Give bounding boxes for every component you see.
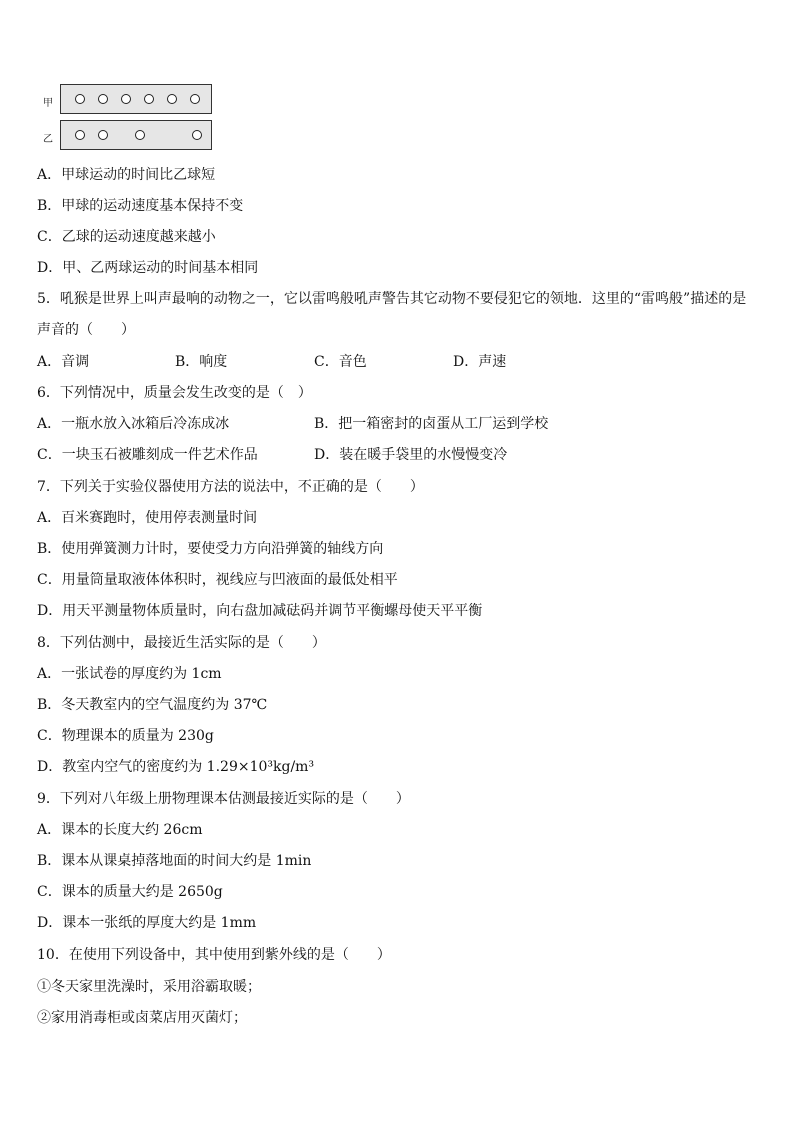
ball	[75, 94, 85, 104]
strip-yi-label: 乙	[43, 134, 53, 145]
q5-option-b: B．响度	[175, 354, 228, 370]
q4-option-d: D．甲、乙两球运动的时间基本相同	[37, 260, 259, 276]
motion-figure	[40, 84, 230, 156]
ball	[75, 130, 85, 140]
strip-yi	[60, 120, 212, 150]
ball	[167, 94, 177, 104]
q9-option-b: B．课本从课桌掉落地面的时间大约是 1min	[37, 853, 312, 869]
q5-stem-line2: 声音的（ ）	[37, 322, 135, 338]
q5-option-a: A．音调	[37, 354, 90, 370]
ball	[98, 94, 108, 104]
q7-option-a: A．百米赛跑时，使用停表测量时间	[37, 510, 258, 526]
q9-stem: 9．下列对八年级上册物理课本估测最接近实际的是（ ）	[37, 791, 410, 807]
q4-option-b: B．甲球的运动速度基本保持不变	[37, 198, 244, 214]
q6-option-b: B．把一箱密封的卤蛋从工厂运到学校	[314, 416, 549, 432]
q6-option-d: D．装在暖手袋里的水慢慢变冷	[314, 447, 508, 463]
q4-option-a: A．甲球运动的时间比乙球短	[37, 167, 216, 183]
q8-option-d: D．教室内空气的密度约为 1.29×10³kg/m³	[37, 759, 315, 775]
q6-option-a: A．一瓶水放入冰箱后冷冻成冰	[37, 416, 230, 432]
q8-option-b: B．冬天教室内的空气温度约为 37℃	[37, 697, 268, 713]
q8-option-c: C．物理课本的质量为 230g	[37, 728, 214, 744]
ball	[121, 94, 131, 104]
q6-stem: 6．下列情况中，质量会发生改变的是（ ）	[37, 385, 312, 401]
q8-stem: 8．下列估测中，最接近生活实际的是（ ）	[37, 635, 326, 651]
q10-item-1: ①冬天家里洗澡时，采用浴霸取暖；	[37, 979, 261, 995]
q10-item-2: ②家用消毒柜或卤菜店用灭菌灯；	[37, 1010, 247, 1026]
q7-option-d: D．用天平测量物体质量时，向右盘加减砝码并调节平衡螺母使天平平衡	[37, 603, 483, 619]
q5-stem-line1: 5．吼猴是世界上叫声最响的动物之一，它以雷鸣般吼声警告其它动物不要侵犯它的领地．这里的“雷鸣般”描述的是	[37, 291, 747, 307]
q8-option-a: A．一张试卷的厚度约为 1cm	[37, 666, 222, 682]
q9-option-a: A．课本的长度大约 26cm	[37, 822, 203, 838]
q4-option-c: C．乙球的运动速度越来越小	[37, 229, 216, 245]
q10-stem: 10．在使用下列设备中，其中使用到紫外线的是（ ）	[37, 947, 391, 963]
q7-option-b: B．使用弹簧测力计时，要使受力方向沿弹簧的轴线方向	[37, 541, 384, 557]
q7-option-c: C．用量筒量取液体体积时，视线应与凹液面的最低处相平	[37, 572, 398, 588]
ball	[144, 94, 154, 104]
q7-stem: 7．下列关于实验仪器使用方法的说法中，不正确的是（ ）	[37, 479, 424, 495]
ball	[135, 130, 145, 140]
q5-option-c: C．音色	[314, 354, 367, 370]
ball	[98, 130, 108, 140]
q9-option-d: D．课本一张纸的厚度大约是 1mm	[37, 915, 257, 931]
q6-option-c: C．一块玉石被雕刻成一件艺术作品	[37, 447, 258, 463]
ball	[190, 94, 200, 104]
q5-option-d: D．声速	[453, 354, 507, 370]
q9-option-c: C．课本的质量大约是 2650g	[37, 884, 223, 900]
strip-jia	[60, 84, 212, 114]
strip-jia-label: 甲	[43, 98, 53, 109]
ball	[192, 130, 202, 140]
